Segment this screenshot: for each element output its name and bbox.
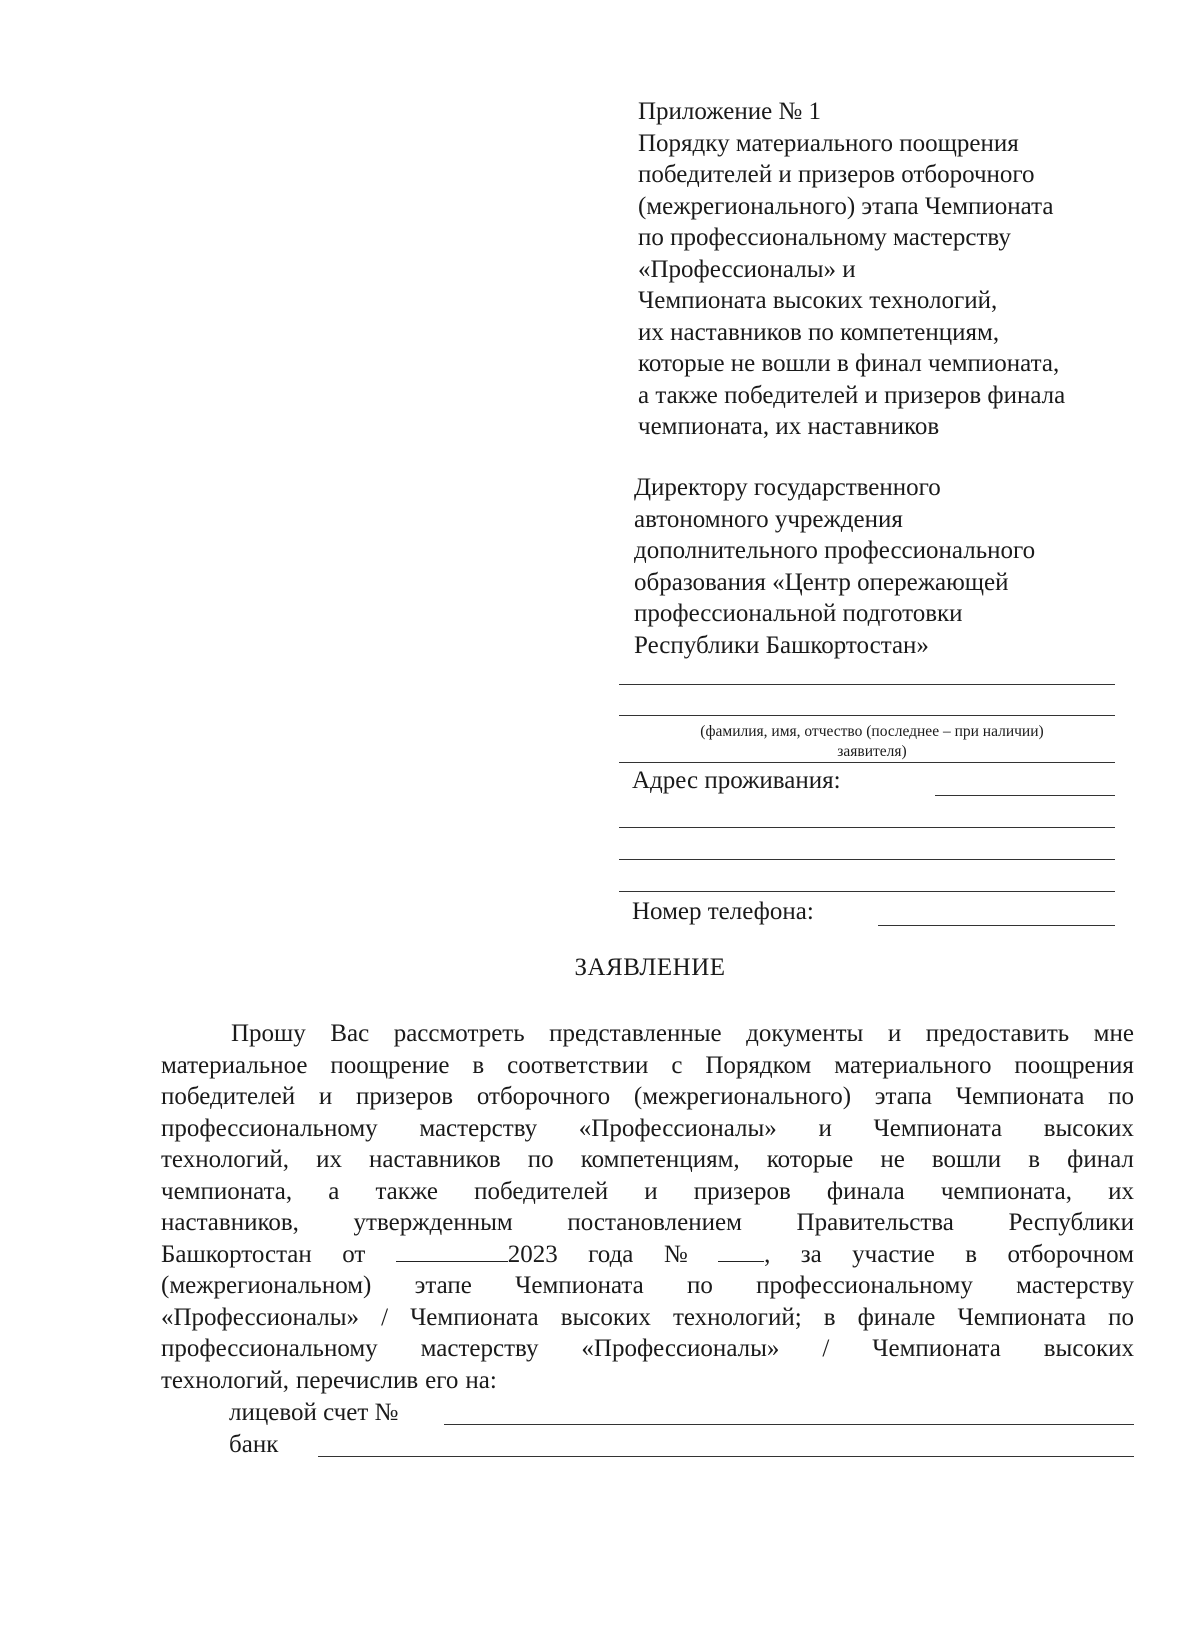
body-word: по <box>527 1146 554 1173</box>
body-word: победителей <box>474 1177 609 1205</box>
statement-title: ЗАЯВЛЕНИЕ <box>574 954 726 981</box>
body-word: соответствии <box>507 1051 649 1079</box>
body-word: этапе <box>414 1272 472 1299</box>
annex-line: которые не вошли в финал чемпионата, <box>638 350 1060 377</box>
body-word: по <box>1108 1083 1134 1110</box>
body-word: по <box>687 1272 713 1299</box>
body-word: «Профессионалы» <box>581 1335 780 1362</box>
body-word: не <box>880 1146 905 1173</box>
body-line <box>161 1333 1134 1365</box>
body-word: постановлением <box>567 1209 742 1236</box>
body-word: по <box>1108 1303 1134 1331</box>
body-word: и <box>644 1177 658 1205</box>
body-word: в <box>472 1051 485 1079</box>
body-word: которые <box>766 1146 854 1173</box>
body-word: Чемпионата <box>873 1114 1003 1142</box>
body-word: «Профессионалы» <box>578 1114 777 1142</box>
body-word: наставников <box>369 1146 501 1173</box>
bank-label: банк <box>229 1431 279 1458</box>
body-word: года <box>588 1240 634 1268</box>
body-word: профессиональному <box>756 1272 973 1299</box>
body-word: а <box>328 1177 340 1205</box>
addressee-line: дополнительного профессионального <box>634 537 1036 564</box>
body-word: рассмотреть <box>393 1020 525 1047</box>
body-word: Порядком <box>705 1051 812 1079</box>
name-line-2 <box>619 715 1115 716</box>
body-line <box>161 1050 1134 1082</box>
body-word: отборочном <box>1007 1240 1134 1268</box>
body-word: этапа <box>874 1083 932 1110</box>
body-word: также <box>375 1177 438 1205</box>
annex-line: (межрегионального) этапа Чемпионата <box>638 192 1054 220</box>
account-label: лицевой счет № <box>229 1399 399 1426</box>
annex-line: их наставников по компетенциям, <box>638 318 1000 346</box>
body-word: чемпионата, <box>161 1177 293 1205</box>
body-word: на: <box>465 1366 497 1394</box>
body-word: мастерству <box>420 1335 539 1362</box>
addressee-line: автономного учреждения <box>634 505 903 533</box>
body-line <box>161 1144 1134 1176</box>
number-field <box>718 1239 770 1271</box>
body-word: предоставить <box>925 1020 1070 1047</box>
body-line <box>161 1018 1134 1050</box>
body-word: участие <box>852 1240 935 1268</box>
body-word: призеров <box>356 1083 454 1110</box>
annex-line: Порядку материального поощрения <box>638 129 1019 157</box>
body-word: вошли <box>931 1146 1002 1173</box>
body-word: в <box>823 1303 836 1331</box>
body-word: перечислив <box>295 1366 419 1394</box>
body-word: с <box>671 1051 683 1079</box>
annex-line: «Профессионалы» и <box>638 255 856 283</box>
body-word: и <box>887 1020 902 1047</box>
body-word: технологий; <box>672 1303 802 1331</box>
body-word: поощрение <box>330 1051 450 1079</box>
body-word: наставников, <box>161 1209 299 1236</box>
body-word: Чемпионата <box>955 1083 1085 1110</box>
body-word: Чемпионата <box>515 1272 644 1299</box>
fio-hint-line-2: заявителя) <box>837 743 907 760</box>
address-line-1 <box>935 795 1115 796</box>
annex-line: победителей и призеров отборочного <box>638 161 1035 188</box>
bank-line <box>318 1456 1134 1457</box>
body-word: и <box>818 1114 832 1142</box>
body-line <box>161 1365 1134 1397</box>
fio-underline <box>619 762 1115 763</box>
addressee-line: Республики Башкортостан» <box>634 631 929 659</box>
date-line <box>161 1239 1134 1271</box>
body-word: Республики <box>1008 1209 1134 1236</box>
body-word: , <box>764 1240 771 1268</box>
addressee-line: Директору государственного <box>634 474 941 501</box>
body-line <box>161 1081 1134 1113</box>
year-value: 2023 <box>507 1240 558 1268</box>
annex-line: а также победителей и призеров финала <box>638 381 1066 409</box>
body-word: материального <box>834 1051 992 1079</box>
body-word: финале <box>857 1303 936 1331</box>
addressee-line: профессиональной подготовки <box>634 600 963 627</box>
body-word: их <box>1108 1177 1134 1205</box>
body-word: «Профессионалы» <box>161 1303 360 1331</box>
body-word: материальное <box>161 1051 308 1079</box>
annex-line: чемпионата, их наставников <box>638 413 940 440</box>
body-word: № <box>663 1240 688 1268</box>
body-word: призеров <box>693 1177 791 1205</box>
body-word: мастерству <box>419 1114 538 1142</box>
body-word: высоких <box>1043 1335 1134 1362</box>
name-line-1 <box>619 684 1115 685</box>
body-word: их <box>316 1146 342 1173</box>
address-line-2 <box>619 827 1115 828</box>
address-line-3 <box>619 859 1115 860</box>
body-word: Правительства <box>796 1209 954 1236</box>
body-word: Чемпионата <box>410 1303 539 1331</box>
body-word: чемпионата, <box>940 1177 1072 1205</box>
address-label: Адрес проживания: <box>632 767 841 794</box>
addressee-block <box>634 472 1134 661</box>
body-word: высоких <box>560 1303 651 1331</box>
body-word: финала <box>826 1177 905 1205</box>
body-line <box>161 1113 1134 1145</box>
body-word: его <box>425 1366 459 1394</box>
body-word: отборочного <box>476 1083 611 1110</box>
annex-line: Приложение № 1 <box>638 98 822 125</box>
addressee-line: образования «Центр опережающей <box>634 568 1009 596</box>
body-word: за <box>800 1240 822 1268</box>
body-line <box>161 1207 1134 1239</box>
body-word: / <box>381 1303 389 1331</box>
body-word: документы <box>746 1020 864 1047</box>
body-word: высоких <box>1043 1114 1134 1142</box>
body-word: Прошу <box>231 1020 306 1047</box>
body-word: от <box>342 1240 366 1268</box>
body-line <box>161 1302 1134 1334</box>
body-word: в <box>1028 1146 1041 1173</box>
body-word: Чемпионата <box>957 1303 1087 1331</box>
body-word: Чемпионата <box>872 1335 1001 1362</box>
body-line <box>161 1270 1134 1302</box>
date-blank <box>396 1239 508 1262</box>
body-word: технологий, <box>161 1146 289 1173</box>
body-word: профессиональному <box>161 1114 378 1142</box>
annex-line: по профессиональному мастерству <box>638 224 1011 251</box>
phone-label: Номер телефона: <box>632 898 814 925</box>
body-word: (межрегионального) <box>633 1083 852 1110</box>
body-word: поощрения <box>1014 1051 1134 1079</box>
body-word: технологий, <box>161 1366 289 1394</box>
body-word: компетенциям, <box>580 1146 740 1173</box>
phone-line <box>878 925 1115 926</box>
body-word: мне <box>1093 1020 1134 1047</box>
annex-header <box>638 96 1138 443</box>
statement-body <box>161 1018 1134 1396</box>
year-field <box>396 1239 558 1271</box>
body-word: финал <box>1067 1146 1134 1173</box>
body-word: Башкортостан <box>161 1240 312 1268</box>
body-word: представленные <box>549 1020 722 1047</box>
address-line-4 <box>619 891 1115 892</box>
body-word: профессиональному <box>161 1335 378 1362</box>
body-word: / <box>822 1335 830 1362</box>
body-word: Вас <box>330 1020 370 1047</box>
fio-hint <box>622 722 1122 762</box>
annex-line: Чемпионата высоких технологий, <box>638 287 998 314</box>
body-word: победителей <box>161 1083 296 1110</box>
account-line <box>444 1424 1134 1425</box>
body-word: мастерству <box>1016 1272 1134 1299</box>
body-word: утвержденным <box>353 1209 513 1236</box>
body-line <box>161 1176 1134 1208</box>
number-blank <box>718 1239 764 1262</box>
body-word: в <box>965 1240 978 1268</box>
fio-hint-line-1: (фамилия, имя, отчество (последнее – при наличии) <box>700 723 1044 740</box>
body-word: и <box>318 1083 333 1110</box>
body-word: (межрегиональном) <box>161 1272 372 1299</box>
